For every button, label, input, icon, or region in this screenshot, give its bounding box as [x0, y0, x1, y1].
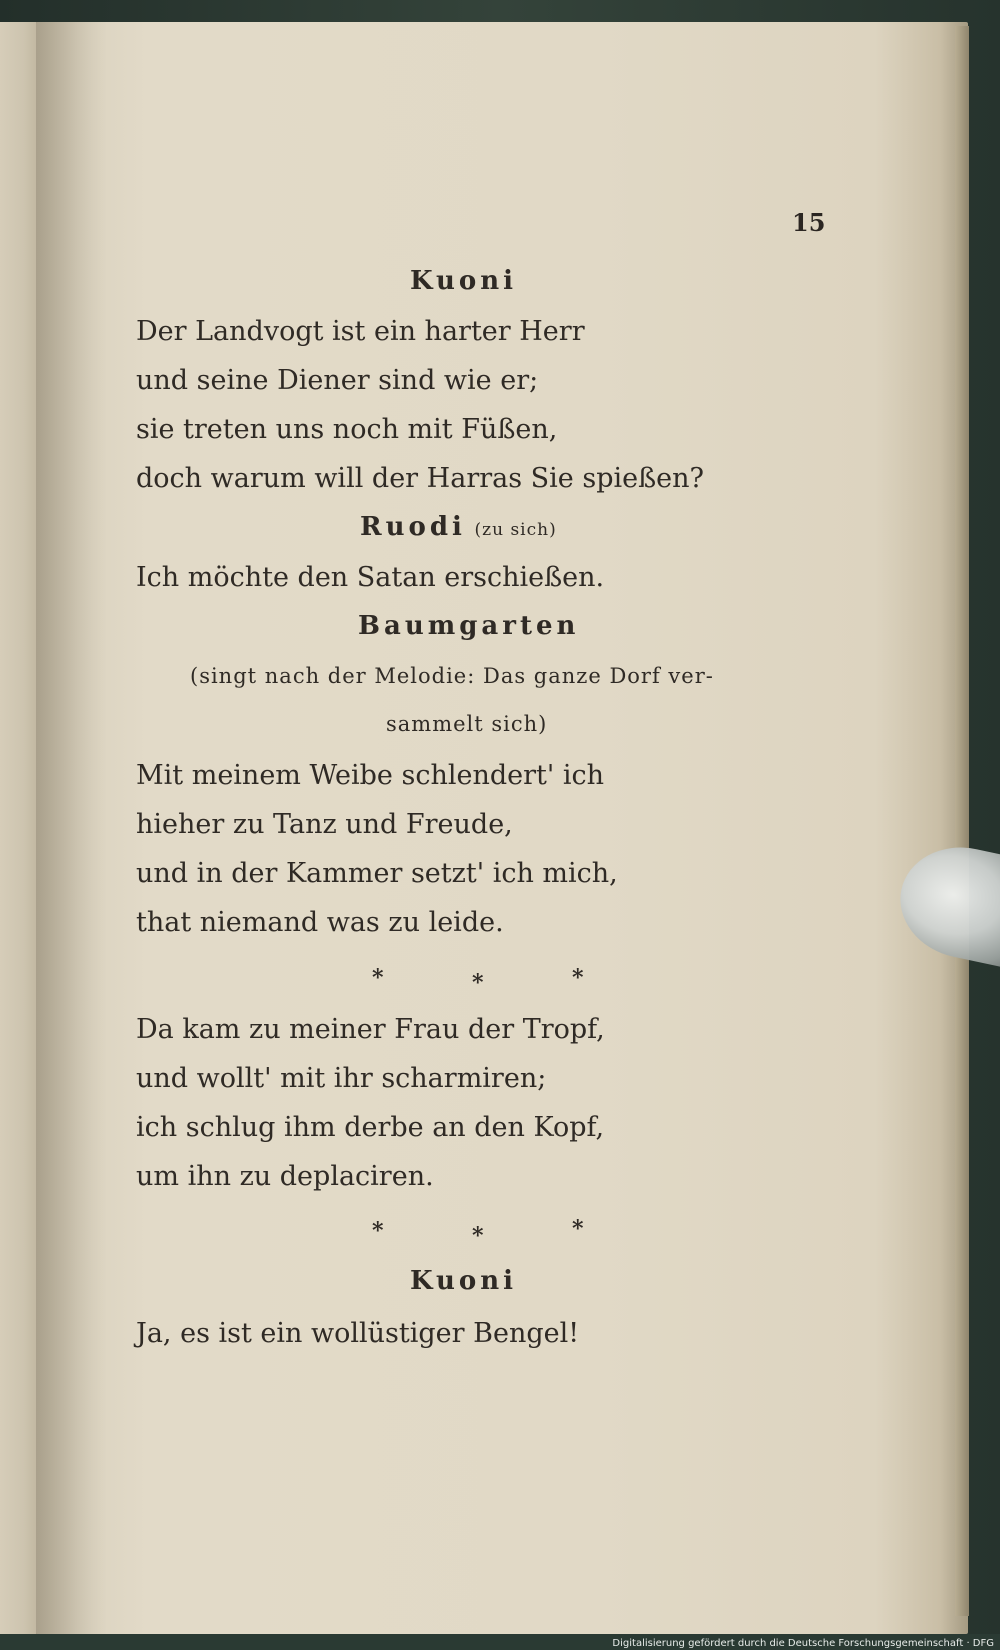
asterism-star: * [372, 1218, 384, 1244]
footer-bar [0, 1634, 1000, 1650]
funding-credit: Digitalisierung gefördert durch die Deutsche Forschungsgemeinschaft · DFG [612, 1638, 994, 1649]
left-page-edge [0, 22, 40, 1634]
stage-aside: (zu sich) [474, 520, 557, 540]
asterism-star: * [572, 965, 584, 991]
page-number: 15 [792, 208, 826, 237]
stage-direction: (singt nach der Melodie: Das ganze Dorf ver- [190, 664, 714, 688]
verse-line: um ihn zu deplaciren. [136, 1161, 434, 1192]
verse-line: Der Landvogt ist ein harter Herr [136, 316, 585, 347]
verse-line: Ich möchte den Satan erschießen. [136, 562, 605, 593]
page-gutter-shadow [36, 22, 106, 1634]
speaker-name: Baumgarten [358, 611, 580, 641]
speaker-heading [360, 513, 557, 540]
verse-line: Ja, es ist ein wollüstiger Bengel! [136, 1318, 580, 1349]
stage-direction: sammelt sich) [386, 712, 548, 736]
verse-line: und seine Diener sind wie er; [136, 365, 539, 396]
asterism-star: * [472, 1223, 484, 1249]
verse-line: ich schlug ihm derbe an den Kopf, [136, 1112, 605, 1143]
page-right-edge [955, 26, 969, 1616]
speaker-name: Ruodi [360, 512, 466, 542]
verse-line: und wollt' mit ihr scharmiren; [136, 1063, 547, 1094]
speaker-name: Kuoni [410, 266, 518, 296]
verse-line: that niemand was zu leide. [136, 907, 504, 938]
speaker-name: Kuoni [410, 1266, 518, 1296]
asterism-star: * [372, 965, 384, 991]
verse-line: und in der Kammer setzt' ich mich, [136, 858, 618, 889]
asterism-star: * [572, 1216, 584, 1242]
verse-line: doch warum will der Harras Sie spießen? [136, 463, 704, 494]
verse-line: hieher zu Tanz und Freude, [136, 809, 513, 840]
asterism-star: * [472, 970, 484, 996]
verse-line: Da kam zu meiner Frau der Tropf, [136, 1014, 605, 1045]
verse-line: Mit meinem Weibe schlendert' ich [136, 760, 605, 791]
verse-line: sie treten uns noch mit Füßen, [136, 414, 558, 445]
